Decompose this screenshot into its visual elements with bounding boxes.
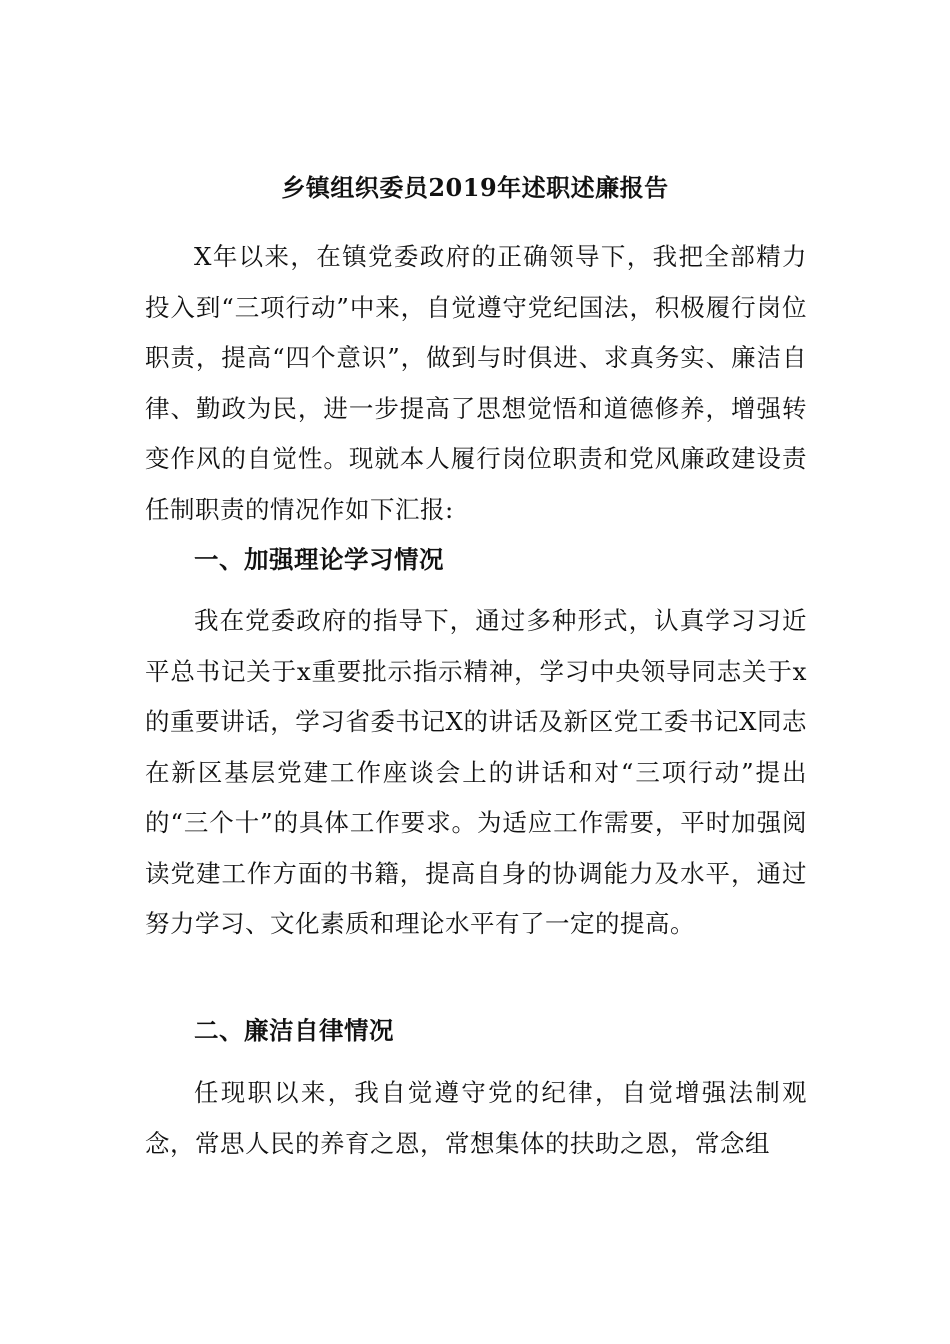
section-heading-study: 一、加强理论学习情况: [194, 545, 444, 574]
section-heading-integrity: 二、廉洁自律情况: [194, 1016, 394, 1045]
intro-paragraph: X年以来，在镇党委政府的正确领导下，我把全部精力投入到“三项行动”中来，自觉遵守党纪国法，积极履行岗位职责，提高“四个意识”，做到与时俱进、求真务实、廉洁自律、勤政为民，进一步提高了思想觉悟和道德修养，增强转变作风的自觉性。现就本人履行岗位职责和党风廉政建设责任制职责的情况作如下汇报:: [145, 242, 807, 524]
document-title: 乡镇组织委员2019年述职述廉报告: [281, 173, 669, 202]
section-paragraph-study: 我在党委政府的指导下，通过多种形式，认真学习习近平总书记关于x重要批示指示精神，学习中央领导同志关于x的重要讲话，学习省委书记X的讲话及新区党工委书记X同志在新区基层党建工作座谈会上的讲话和对“三项行动”提出的“三个十”的具体工作要求。为适应工作需要，平时加强阅读党建工作方面的书籍，提高自身的协调能力及水平，通过努力学习、文化素质和理论水平有了一定的提高。: [145, 606, 807, 938]
section-paragraph-integrity: 任现职以来，我自觉遵守党的纪律，自觉增强法制观念，常思人民的养育之恩，常想集体的扶助之恩，常念组: [145, 1078, 807, 1158]
